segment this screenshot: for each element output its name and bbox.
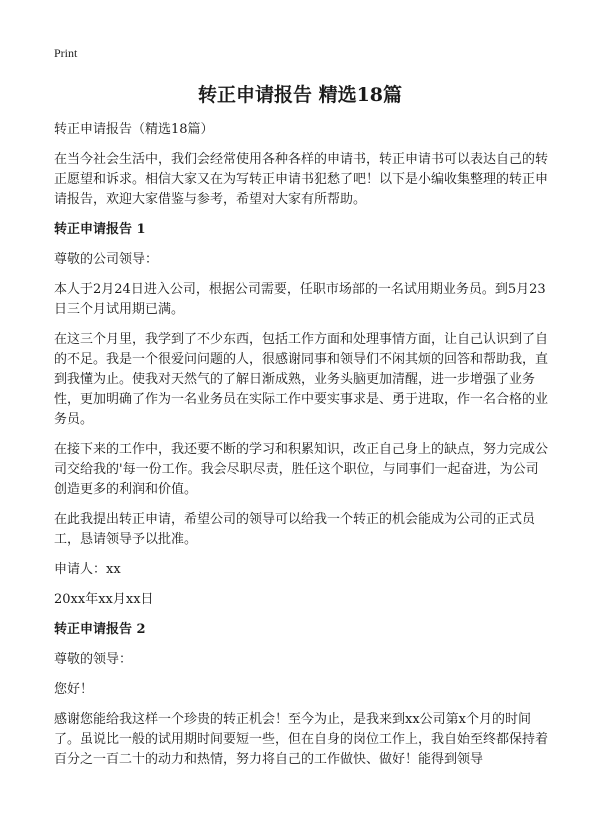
report-1-paragraph-3: 在接下来的工作中，我还要不断的学习和积累知识，改正自己身上的缺点，努力完成公司交给我的'每一份工作。我会尽职尽责，胜任这个职位，与同事们一起奋进，为公司创造更多的利润和价值。 bbox=[54, 442, 549, 497]
subtitle: 转正申请报告（精选18篇） bbox=[54, 122, 214, 137]
report-1-salutation: 尊敬的公司领导： bbox=[54, 252, 159, 267]
report-1-applicant: 申请人：xx bbox=[54, 562, 121, 577]
article-body bbox=[54, 120, 548, 780]
report-1-date: 20xx年xx月xx日 bbox=[54, 592, 154, 607]
report-2-salutation: 尊敬的领导： bbox=[54, 652, 133, 667]
intro-paragraph: 在当今社会生活中，我们会经常使用各种各样的申请书，转正申请书可以表达自己的转正愿望和诉求。相信大家又在为写转正申请书犯愁了吧！以下是小编收集整理的转正申请报告，欢迎大家借鉴与参考，希望对大家有所帮助。 bbox=[54, 152, 549, 207]
report-1-paragraph-1: 本人于2月24日进入公司，根据公司需要，任职市场部的一名试用期业务员。到5月23日三个月试用期已满。 bbox=[54, 282, 546, 317]
page-title: 转正申请报告 精选18篇 bbox=[197, 84, 403, 106]
report-1-paragraph-4: 在此我提出转正申请，希望公司的领导可以给我一个转正的机会能成为公司的正式员工，恳请领导予以批准。 bbox=[54, 512, 536, 547]
print-link[interactable]: Print bbox=[54, 46, 78, 60]
report-1-heading: 转正申请报告 1 bbox=[54, 222, 146, 237]
report-1-paragraph-2: 在这三个月里，我学到了不少东西，包括工作方面和处理事情方面，让自己认识到了自的不足。我是一个很爱问问题的人，很感谢同事和领导们不闲其烦的回答和帮助我，直到我懂为止。使我对天然气的了解日渐成熟，业务头脑更加清醒，进一步增强了业务性，更加明确了作为一名业务员在实际工作中要实事求是、勇于进取，作一名合格的业务员。 bbox=[54, 332, 549, 427]
report-2-greeting: 您好！ bbox=[54, 682, 94, 697]
report-2-heading: 转正申请报告 2 bbox=[54, 622, 146, 637]
report-2-paragraph-1: 感谢您能给我这样一个珍贵的转正机会！至今为止，是我来到xx公司第x个月的时间了。虽说比一般的试用期时间要短一些，但在自身的岗位工作上，我自始至终都保持着百分之一百二十的动力和热情，努力将自己的工作做快、做好！能得到领导 bbox=[54, 712, 549, 767]
